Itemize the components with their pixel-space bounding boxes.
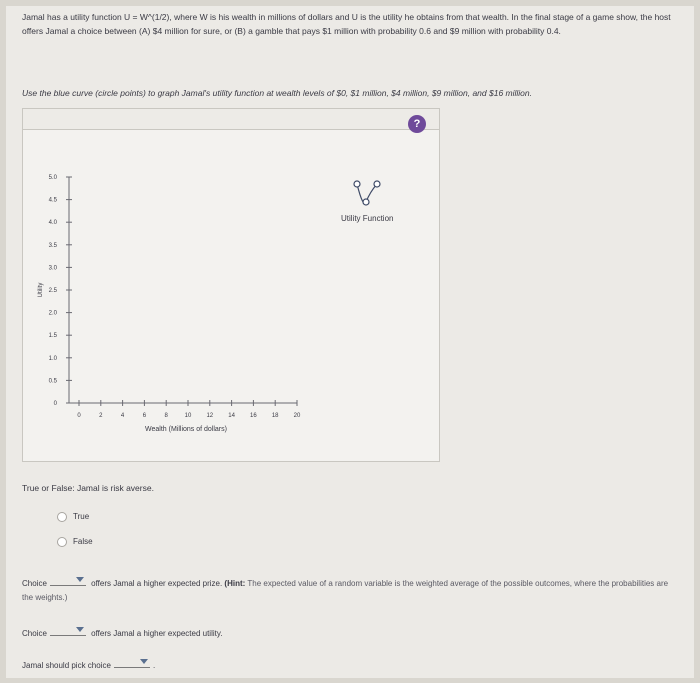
option-false-label: False (73, 537, 93, 547)
x-tick-label: 4 (120, 413, 125, 419)
chevron-down-icon (76, 627, 84, 632)
y-axis-label: Utility (38, 282, 44, 298)
y-tick-label: 3.5 (48, 242, 57, 249)
chevron-down-icon (140, 659, 148, 664)
expected-prize-dropdown[interactable] (50, 576, 86, 586)
choice-prefix-2: Choice (22, 629, 47, 638)
x-tick-label: 2 (99, 413, 103, 419)
curve-tool-icon[interactable] (352, 178, 382, 210)
y-tick-label: 1.5 (48, 333, 57, 340)
y-tick-label: 0 (53, 401, 57, 407)
x-tick-label: 18 (271, 413, 279, 419)
x-tick-label: 12 (206, 413, 214, 419)
radio-true[interactable] (57, 512, 67, 522)
final-choice-prefix: Jamal should pick choice (22, 661, 111, 670)
x-tick-label: 0 (77, 413, 81, 419)
graph-toolbar (22, 108, 439, 130)
problem-statement (22, 10, 677, 38)
x-tick-label: 14 (228, 413, 235, 419)
y-tick-label: 2.0 (48, 310, 57, 317)
graph-instruction: Use the blue curve (circle points) to graph Jamal's utility function at wealth levels of $0, $1 million, $4 million, $9 million, and $16 million. (22, 88, 532, 98)
option-true[interactable] (57, 512, 89, 522)
hint-body: The expected value of a random variable is the weighted average of the possible outcomes, where the probabilities are the weights.) (22, 579, 669, 602)
utility-function-tool-label[interactable]: Utility Function (341, 214, 394, 223)
graph-axes (69, 177, 297, 403)
x-tick-label: 10 (184, 413, 192, 419)
help-button[interactable]: ? (408, 115, 426, 133)
x-tick-label: 8 (164, 413, 168, 419)
final-choice-dropdown[interactable] (114, 658, 150, 668)
problem-text: Jamal has a utility function U = W^(1/2), where W is his wealth in millions of dollars and U is the utility he obtains from that wealth. In the final stage of a game show, the host offers Jamal a choice between (A) $4 million for sure, or (B) a gamble that pays $1 million with probability 0.6 and $9 million with probability 0.4. (22, 12, 671, 36)
y-tick-label: 3.0 (48, 265, 57, 272)
y-tick-label: 2.5 (48, 288, 57, 294)
chevron-down-icon (76, 577, 84, 582)
y-tick-label: 1.0 (48, 355, 57, 362)
x-axis-label: Wealth (Millions of dollars) (145, 426, 227, 433)
final-choice-statement: Jamal should pick choice . (22, 658, 677, 673)
y-tick-label: 5.0 (48, 175, 57, 181)
expected-utility-suffix: offers Jamal a higher expected utility. (91, 629, 223, 638)
option-false[interactable] (57, 537, 93, 547)
x-tick-label: 20 (293, 413, 301, 419)
expected-prize-statement (22, 576, 677, 605)
radio-false[interactable] (57, 537, 67, 547)
choice-prefix-1: Choice (22, 579, 47, 588)
option-true-label: True (73, 512, 90, 522)
x-tick-label: 6 (142, 413, 147, 419)
expected-utility-dropdown[interactable] (50, 626, 86, 636)
risk-averse-question: True or False: Jamal is risk averse. (22, 483, 154, 493)
expected-prize-suffix: offers Jamal a higher expected prize. (91, 579, 223, 588)
hint-label: (Hint: (224, 579, 246, 588)
x-tick-label: 16 (250, 413, 257, 419)
expected-utility-statement (22, 626, 677, 641)
utility-graph[interactable] (22, 140, 312, 440)
y-tick-label: 4.5 (48, 197, 57, 204)
y-tick-label: 0.5 (48, 378, 57, 385)
y-tick-label: 4.0 (48, 220, 57, 227)
y-axis-ticks (49, 175, 72, 407)
